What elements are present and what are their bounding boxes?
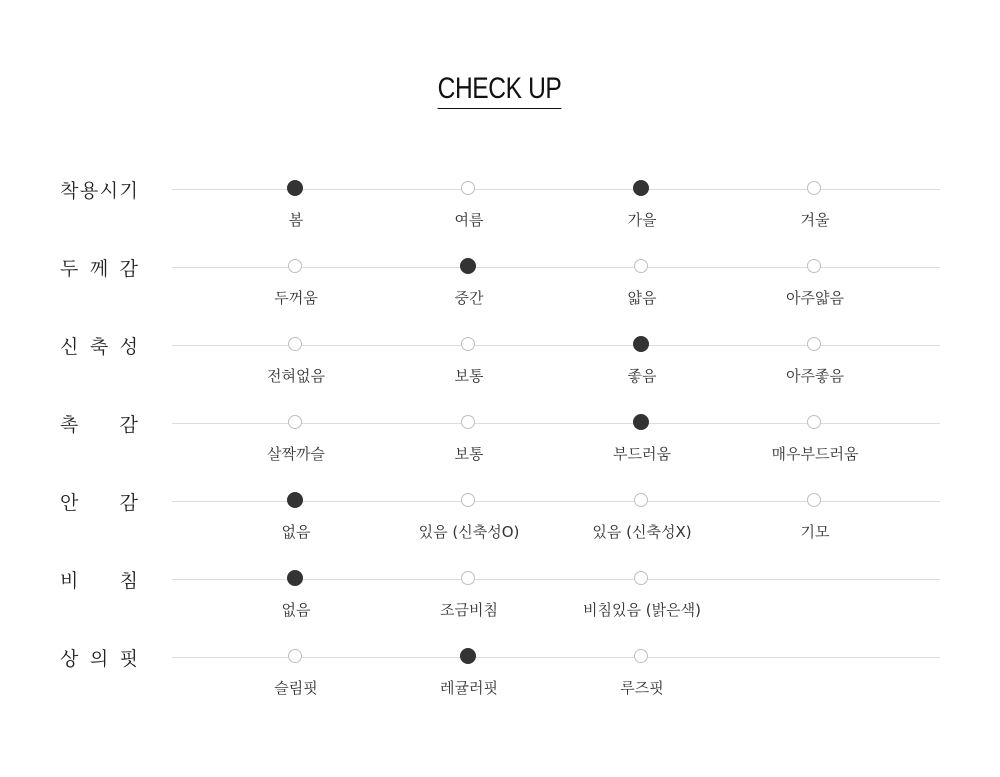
- option-label: 기모: [800, 523, 830, 541]
- option-see-through-3: [562, 579, 722, 629]
- option-label: 여름: [454, 211, 484, 229]
- row-label-thickness: [60, 255, 138, 279]
- row-label-char: 시: [99, 179, 119, 202]
- row-label-char: 침: [119, 569, 138, 592]
- option-label: 살짝까슬: [267, 445, 325, 463]
- option-label: 비침있음 (밝은색): [583, 601, 701, 619]
- option-label: 부드러움: [613, 445, 671, 463]
- option-label: 보통: [454, 367, 484, 385]
- row-label-char: 두: [60, 257, 79, 280]
- option-see-through-2: [389, 579, 549, 629]
- unselected-dot-icon: [461, 337, 475, 351]
- row-label-char: 핏: [119, 647, 138, 670]
- row-label-char: 감: [119, 257, 138, 280]
- option-texture-2: [389, 423, 549, 473]
- option-label: 겨울: [800, 211, 830, 229]
- option-label: 중간: [454, 289, 484, 307]
- unselected-dot-icon: [461, 493, 475, 507]
- option-stretch-2: [389, 345, 549, 395]
- option-top-fit-1: [216, 657, 376, 707]
- selected-dot-icon: [633, 414, 649, 430]
- option-label: 가을: [627, 211, 657, 229]
- option-label: 없음: [281, 601, 311, 619]
- selected-dot-icon: [460, 258, 476, 274]
- row-label-char: 촉: [60, 413, 79, 436]
- option-thickness-2: [389, 267, 549, 317]
- row-stretch: [0, 335, 1000, 405]
- option-label: 있음 (신축성O): [418, 523, 520, 541]
- unselected-dot-icon: [634, 259, 648, 273]
- row-label-char: 상: [60, 647, 79, 670]
- option-wearing-season-3: [562, 189, 722, 239]
- selected-dot-icon: [633, 336, 649, 352]
- option-label: 없음: [281, 523, 311, 541]
- option-top-fit-2: [389, 657, 549, 707]
- option-thickness-3: [562, 267, 722, 317]
- option-see-through-1: [216, 579, 376, 629]
- row-label-stretch: [60, 333, 138, 357]
- option-stretch-1: [216, 345, 376, 395]
- option-label: 아주얇음: [786, 289, 844, 307]
- row-label-char: 기: [119, 179, 138, 202]
- page-title: CHECK UP: [438, 72, 562, 109]
- row-see-through: [0, 569, 1000, 639]
- row-wearing-season: [0, 179, 1000, 249]
- option-lining-3: [562, 501, 722, 551]
- row-label-char: 축: [89, 335, 109, 358]
- option-wearing-season-2: [389, 189, 549, 239]
- option-texture-1: [216, 423, 376, 473]
- option-wearing-season-4: [735, 189, 895, 239]
- option-label: 레귤러핏: [440, 679, 498, 697]
- row-label-char: 착: [60, 179, 79, 202]
- unselected-dot-icon: [634, 649, 648, 663]
- unselected-dot-icon: [807, 259, 821, 273]
- selected-dot-icon: [633, 180, 649, 196]
- unselected-dot-icon: [461, 181, 475, 195]
- unselected-dot-icon: [634, 493, 648, 507]
- option-label: 좋음: [627, 367, 657, 385]
- option-lining-1: [216, 501, 376, 551]
- option-top-fit-3: [562, 657, 722, 707]
- row-label-texture: [60, 411, 138, 435]
- row-label-char: 안: [60, 491, 79, 514]
- row-top-fit: [0, 647, 1000, 717]
- option-label: 봄: [288, 211, 304, 229]
- option-stretch-3: [562, 345, 722, 395]
- row-label-char: 감: [119, 413, 138, 436]
- row-label-char: 성: [119, 335, 138, 358]
- row-label-char: 비: [60, 569, 79, 592]
- row-label-wearing-season: [60, 177, 138, 201]
- option-wearing-season-1: [216, 189, 376, 239]
- unselected-dot-icon: [288, 259, 302, 273]
- unselected-dot-icon: [807, 493, 821, 507]
- row-label-lining: [60, 489, 138, 513]
- unselected-dot-icon: [461, 415, 475, 429]
- unselected-dot-icon: [288, 337, 302, 351]
- row-texture: [0, 413, 1000, 483]
- option-label: 슬림핏: [274, 679, 318, 697]
- row-label-top-fit: [60, 645, 138, 669]
- option-label: 조금비침: [440, 601, 498, 619]
- option-label: 전혀없음: [267, 367, 325, 385]
- unselected-dot-icon: [807, 181, 821, 195]
- selected-dot-icon: [287, 570, 303, 586]
- option-stretch-4: [735, 345, 895, 395]
- option-label: 매우부드러움: [771, 445, 859, 463]
- selected-dot-icon: [287, 180, 303, 196]
- unselected-dot-icon: [288, 649, 302, 663]
- unselected-dot-icon: [461, 571, 475, 585]
- selected-dot-icon: [460, 648, 476, 664]
- option-label: 얇음: [627, 289, 657, 307]
- row-thickness: [0, 257, 1000, 327]
- row-lining: [0, 491, 1000, 561]
- option-label: 보통: [454, 445, 484, 463]
- option-texture-3: [562, 423, 722, 473]
- unselected-dot-icon: [807, 415, 821, 429]
- row-label-char: 용: [79, 179, 99, 202]
- option-thickness-1: [216, 267, 376, 317]
- option-label: 두꺼움: [274, 289, 318, 307]
- row-label-char: 께: [89, 257, 109, 280]
- selected-dot-icon: [287, 492, 303, 508]
- row-label-see-through: [60, 567, 138, 591]
- option-thickness-4: [735, 267, 895, 317]
- row-label-char: 감: [119, 491, 138, 514]
- unselected-dot-icon: [807, 337, 821, 351]
- row-label-char: 신: [60, 335, 79, 358]
- unselected-dot-icon: [288, 415, 302, 429]
- row-label-char: 의: [89, 647, 109, 670]
- option-lining-2: [389, 501, 549, 551]
- unselected-dot-icon: [634, 571, 648, 585]
- option-lining-4: [735, 501, 895, 551]
- option-texture-4: [735, 423, 895, 473]
- option-label: 루즈핏: [620, 679, 664, 697]
- option-label: 아주좋음: [786, 367, 844, 385]
- option-label: 있음 (신축성X): [592, 523, 692, 541]
